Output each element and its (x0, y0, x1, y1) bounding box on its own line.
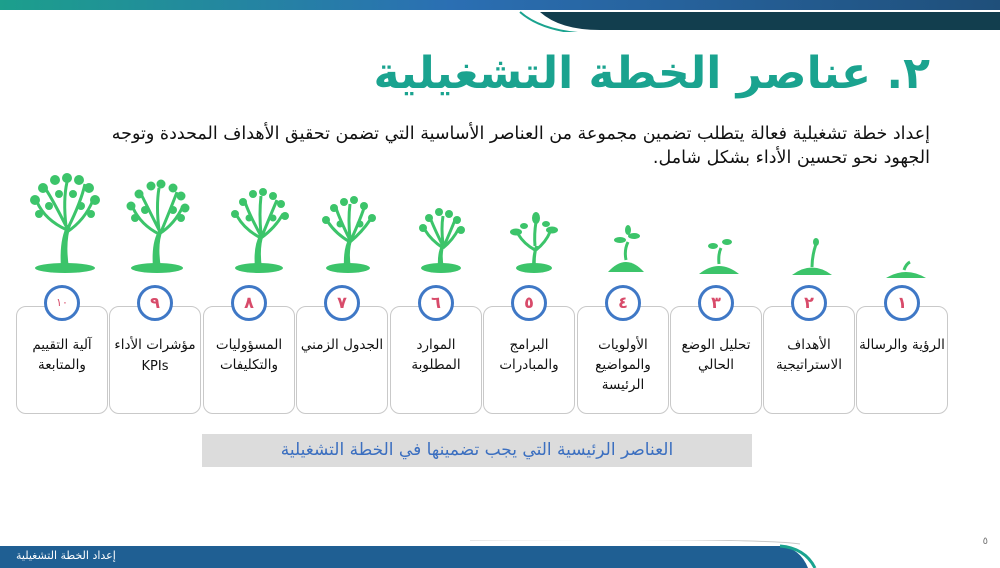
element-label: مؤشرات الأداء (114, 337, 196, 353)
element-number-badge: ٥ (511, 285, 547, 321)
element-number-badge: ٩ (137, 285, 173, 321)
element-card-resources (390, 306, 482, 414)
sapling-icon (488, 170, 581, 278)
element-label: تحليل الوضع الحالي (681, 337, 751, 373)
sprout-icon (673, 170, 766, 278)
element-label: الجدول الزمني (300, 337, 384, 353)
element-label: البرامج والمبادرات (499, 337, 559, 373)
element-label: الموارد المطلوبة (411, 337, 461, 373)
slide-title: ٢. عناصر الخطة التشغيلية (373, 48, 930, 99)
growth-illustration (0, 170, 1000, 278)
element-card-current-analysis (670, 306, 762, 414)
element-card-programs (483, 306, 575, 414)
element-number-badge: ١ (884, 285, 920, 321)
element-number-badge: ٤ (605, 285, 641, 321)
element-card-strategic-goals (763, 306, 855, 414)
element-number-badge: ٨ (231, 285, 267, 321)
element-label: الرؤية والرسالة (859, 337, 945, 353)
tree-small-icon (395, 170, 488, 278)
element-number-badge: ٧ (324, 285, 360, 321)
page-number: ٥ (982, 536, 988, 547)
element-sub-label: KPIs (141, 359, 169, 374)
element-label: المسؤوليات والتكليفات (215, 337, 283, 373)
top-decorative-bar (0, 0, 1000, 32)
tree-medium-icon (209, 170, 302, 278)
element-number-badge: ١٠ (44, 285, 80, 321)
element-card-priorities (577, 306, 669, 414)
element-card-kpis (109, 306, 201, 414)
footer-bar (0, 540, 1000, 568)
element-label: آلية التقييم والمتابعة (32, 337, 92, 373)
element-number-badge: ٢ (791, 285, 827, 321)
element-card-evaluation (16, 306, 108, 414)
intro-paragraph: إعداد خطة تشغيلية فعالة يتطلب تضمين مجموعة من العناصر الأساسية التي تضمن تحقيق الأهداف المحددة وتوجه الجهود نحو تحسين الأداء بشكل شامل. (111, 124, 930, 168)
element-card-vision (856, 306, 948, 414)
element-label: الأولويات والمواضيع الرئيسة (595, 337, 651, 393)
element-label: الأهداف الاستراتيجية (776, 337, 842, 373)
caption-box: العناصر الرئيسية التي يجب تضمينها في الخطة التشغيلية (202, 434, 752, 467)
footer-title: إعداد الخطة التشغيلية (16, 549, 116, 562)
tree-large-icon (109, 170, 202, 278)
element-card-timeline (296, 306, 388, 414)
seedling-icon (766, 170, 859, 278)
sprout-icon (580, 170, 673, 278)
element-number-badge: ٣ (698, 285, 734, 321)
seed-icon (860, 170, 953, 278)
element-number-badge: ٦ (418, 285, 454, 321)
element-card-responsibilities (203, 306, 295, 414)
tree-medium-icon (302, 170, 395, 278)
tree-large-icon (15, 170, 108, 278)
